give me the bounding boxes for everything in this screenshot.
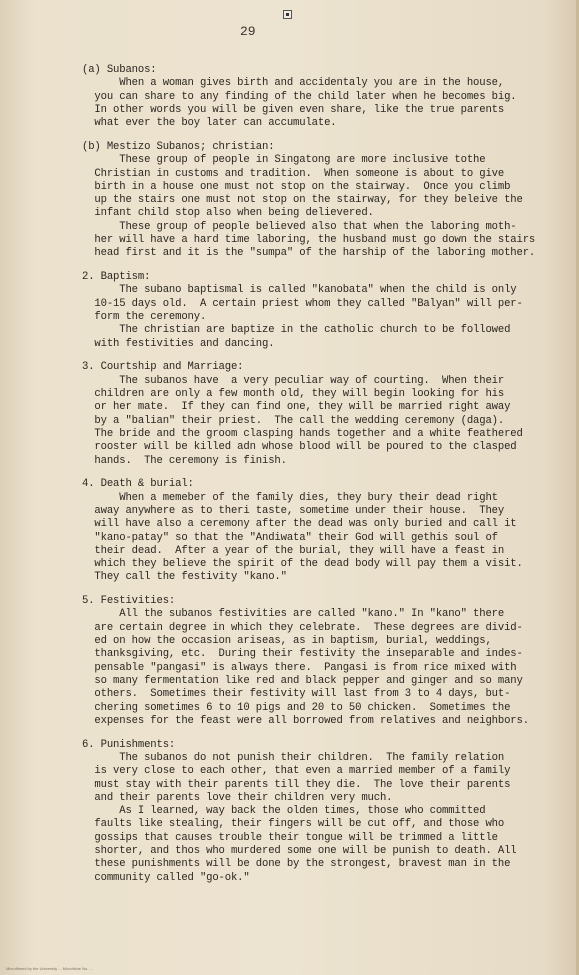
- text-line: so many fermentation like red and black pepper and ginger and so many: [82, 674, 523, 687]
- text-line: rooster will be killed adn whose blood will be poured to the clasped: [82, 441, 517, 454]
- text-line: These group of people believed also that when the laboring moth-: [82, 220, 517, 233]
- text-line: These group of people in Singatong are more inclusive tothe: [82, 154, 486, 167]
- text-line: with festivities and dancing.: [82, 337, 275, 350]
- text-line: Christian in customs and tradition. When someone is about to give: [82, 167, 505, 180]
- text-line: must stay with their parents till they die. The love their parents: [82, 778, 511, 791]
- section-punishments: [82, 739, 554, 885]
- text-line: is very close to each other, that even a married member of a family: [82, 765, 511, 778]
- text-line: In other words you will be given even share, like the true parents: [82, 103, 505, 116]
- square-mark-icon: [283, 10, 292, 19]
- text-line: gossips that causes trouble their tongue will be trimmed a little: [82, 831, 498, 844]
- text-line: shorter, and thos who murdered some one will be punish to death. All: [82, 845, 517, 858]
- text-line: will have also a ceremony after the dead was only buried and call it: [82, 518, 517, 531]
- text-line: form the ceremony.: [82, 311, 207, 324]
- text-line: When a memeber of the family dies, they bury their dead right: [82, 491, 498, 504]
- text-line: by a "balian" their priest. The call the wedding ceremony (daga).: [82, 414, 505, 427]
- text-line: 10-15 days old. A certain priest whom they called "Balyan" will per-: [82, 297, 523, 310]
- text-line: what ever the boy later can accumulate.: [82, 117, 337, 130]
- text-line: ed on how the occasion ariseas, as in baptism, burial, weddings,: [82, 635, 492, 648]
- text-line: The subanos do not punish their children. The family relation: [82, 751, 505, 764]
- text-line: community called "go-ok.": [82, 871, 250, 884]
- text-line: up the stairs one must not stop on the stairway, for they beleive the: [82, 194, 523, 207]
- text-line: are certain degree in which they celebrate. These degrees are divid-: [82, 621, 523, 634]
- section-mestizo-subanos: [82, 141, 554, 261]
- text-line: hands. The ceremony is finish.: [82, 454, 287, 467]
- text-line: these punishments will be done by the strongest, bravest man in the: [82, 858, 511, 871]
- text-line: or her mate. If they can find one, they will be married right away: [82, 401, 511, 414]
- section-heading: 5. Festivities:: [82, 595, 176, 608]
- text-line: expenses for the feast were all borrowed from relatives and neighbors.: [82, 714, 529, 727]
- text-line: infant child stop also when being delievered.: [82, 207, 374, 220]
- text-line: They call the festivity "kano.": [82, 571, 287, 584]
- text-line: their dead. After a year of the burial, they will have a feast in: [82, 544, 505, 557]
- text-line: When a woman gives birth and accidentaly you are in the house,: [82, 77, 505, 90]
- text-line: thanksgiving, etc. During their festivity the inseparable and indes-: [82, 648, 523, 661]
- text-line: pensable "pangasi" is always there. Pangasi is from rice mixed with: [82, 661, 517, 674]
- section-baptism: [82, 271, 554, 351]
- text-line: head first and it is the "sumpa" of the harship of the laboring mother.: [82, 247, 536, 260]
- document-body: [82, 64, 554, 895]
- section-subanos: [82, 64, 554, 130]
- text-line: birth in a house one must not stop on the stairway. Once you climb: [82, 180, 511, 193]
- text-line: All the subanos festivities are called "kano." In "kano" there: [82, 608, 505, 621]
- section-heading: 3. Courtship and Marriage:: [82, 361, 244, 374]
- text-line: children are only a few month old, they will begin looking for his: [82, 388, 505, 401]
- section-death-burial: [82, 478, 554, 584]
- page-number: 29: [240, 24, 256, 39]
- text-line: and their parents love their children very much.: [82, 791, 393, 804]
- section-heading: (b) Mestizo Subanos; christian:: [82, 140, 275, 153]
- section-heading: 2. Baptism:: [82, 271, 151, 284]
- text-line: As I learned, way back the olden times, those who committed: [82, 805, 486, 818]
- section-courtship-marriage: [82, 361, 554, 467]
- text-line: which they believe the spirit of the dead body will pay them a visit.: [82, 558, 523, 571]
- section-heading: (a) Subanos:: [82, 64, 157, 76]
- text-line: The subano baptismal is called "kanobata" when the child is only: [82, 284, 517, 297]
- text-line: The christian are baptize in the catholic church to be followed: [82, 324, 511, 337]
- section-heading: 4. Death & burial:: [82, 478, 194, 491]
- text-line: you can share to any finding of the child later when he becomes big.: [82, 90, 517, 103]
- section-heading: 6. Punishments:: [82, 738, 176, 751]
- microfilm-footer: Microfilmed by the University ... Microfiche No. ...: [6, 966, 93, 971]
- section-festivities: [82, 595, 554, 728]
- text-line: The subanos have a very peculiar way of courting. When their: [82, 374, 505, 387]
- text-line: "kano-patay" so that the "Andiwata" their God will gethis soul of: [82, 531, 498, 544]
- text-line: away anywhere as to theri taste, sometime under their house. They: [82, 504, 505, 517]
- text-line: faults like stealing, their fingers will be cut off, and those who: [82, 818, 505, 831]
- text-line: chering sometimes 6 to 10 pigs and 20 to 50 chicken. Sometimes the: [82, 701, 511, 714]
- text-line: her will have a hard time laboring, the husband must go down the stairs: [82, 234, 536, 247]
- text-line: The bride and the groom clasping hands together and a white feathered: [82, 427, 523, 440]
- text-line: others. Sometimes their festivity will last from 3 to 4 days, but-: [82, 688, 511, 701]
